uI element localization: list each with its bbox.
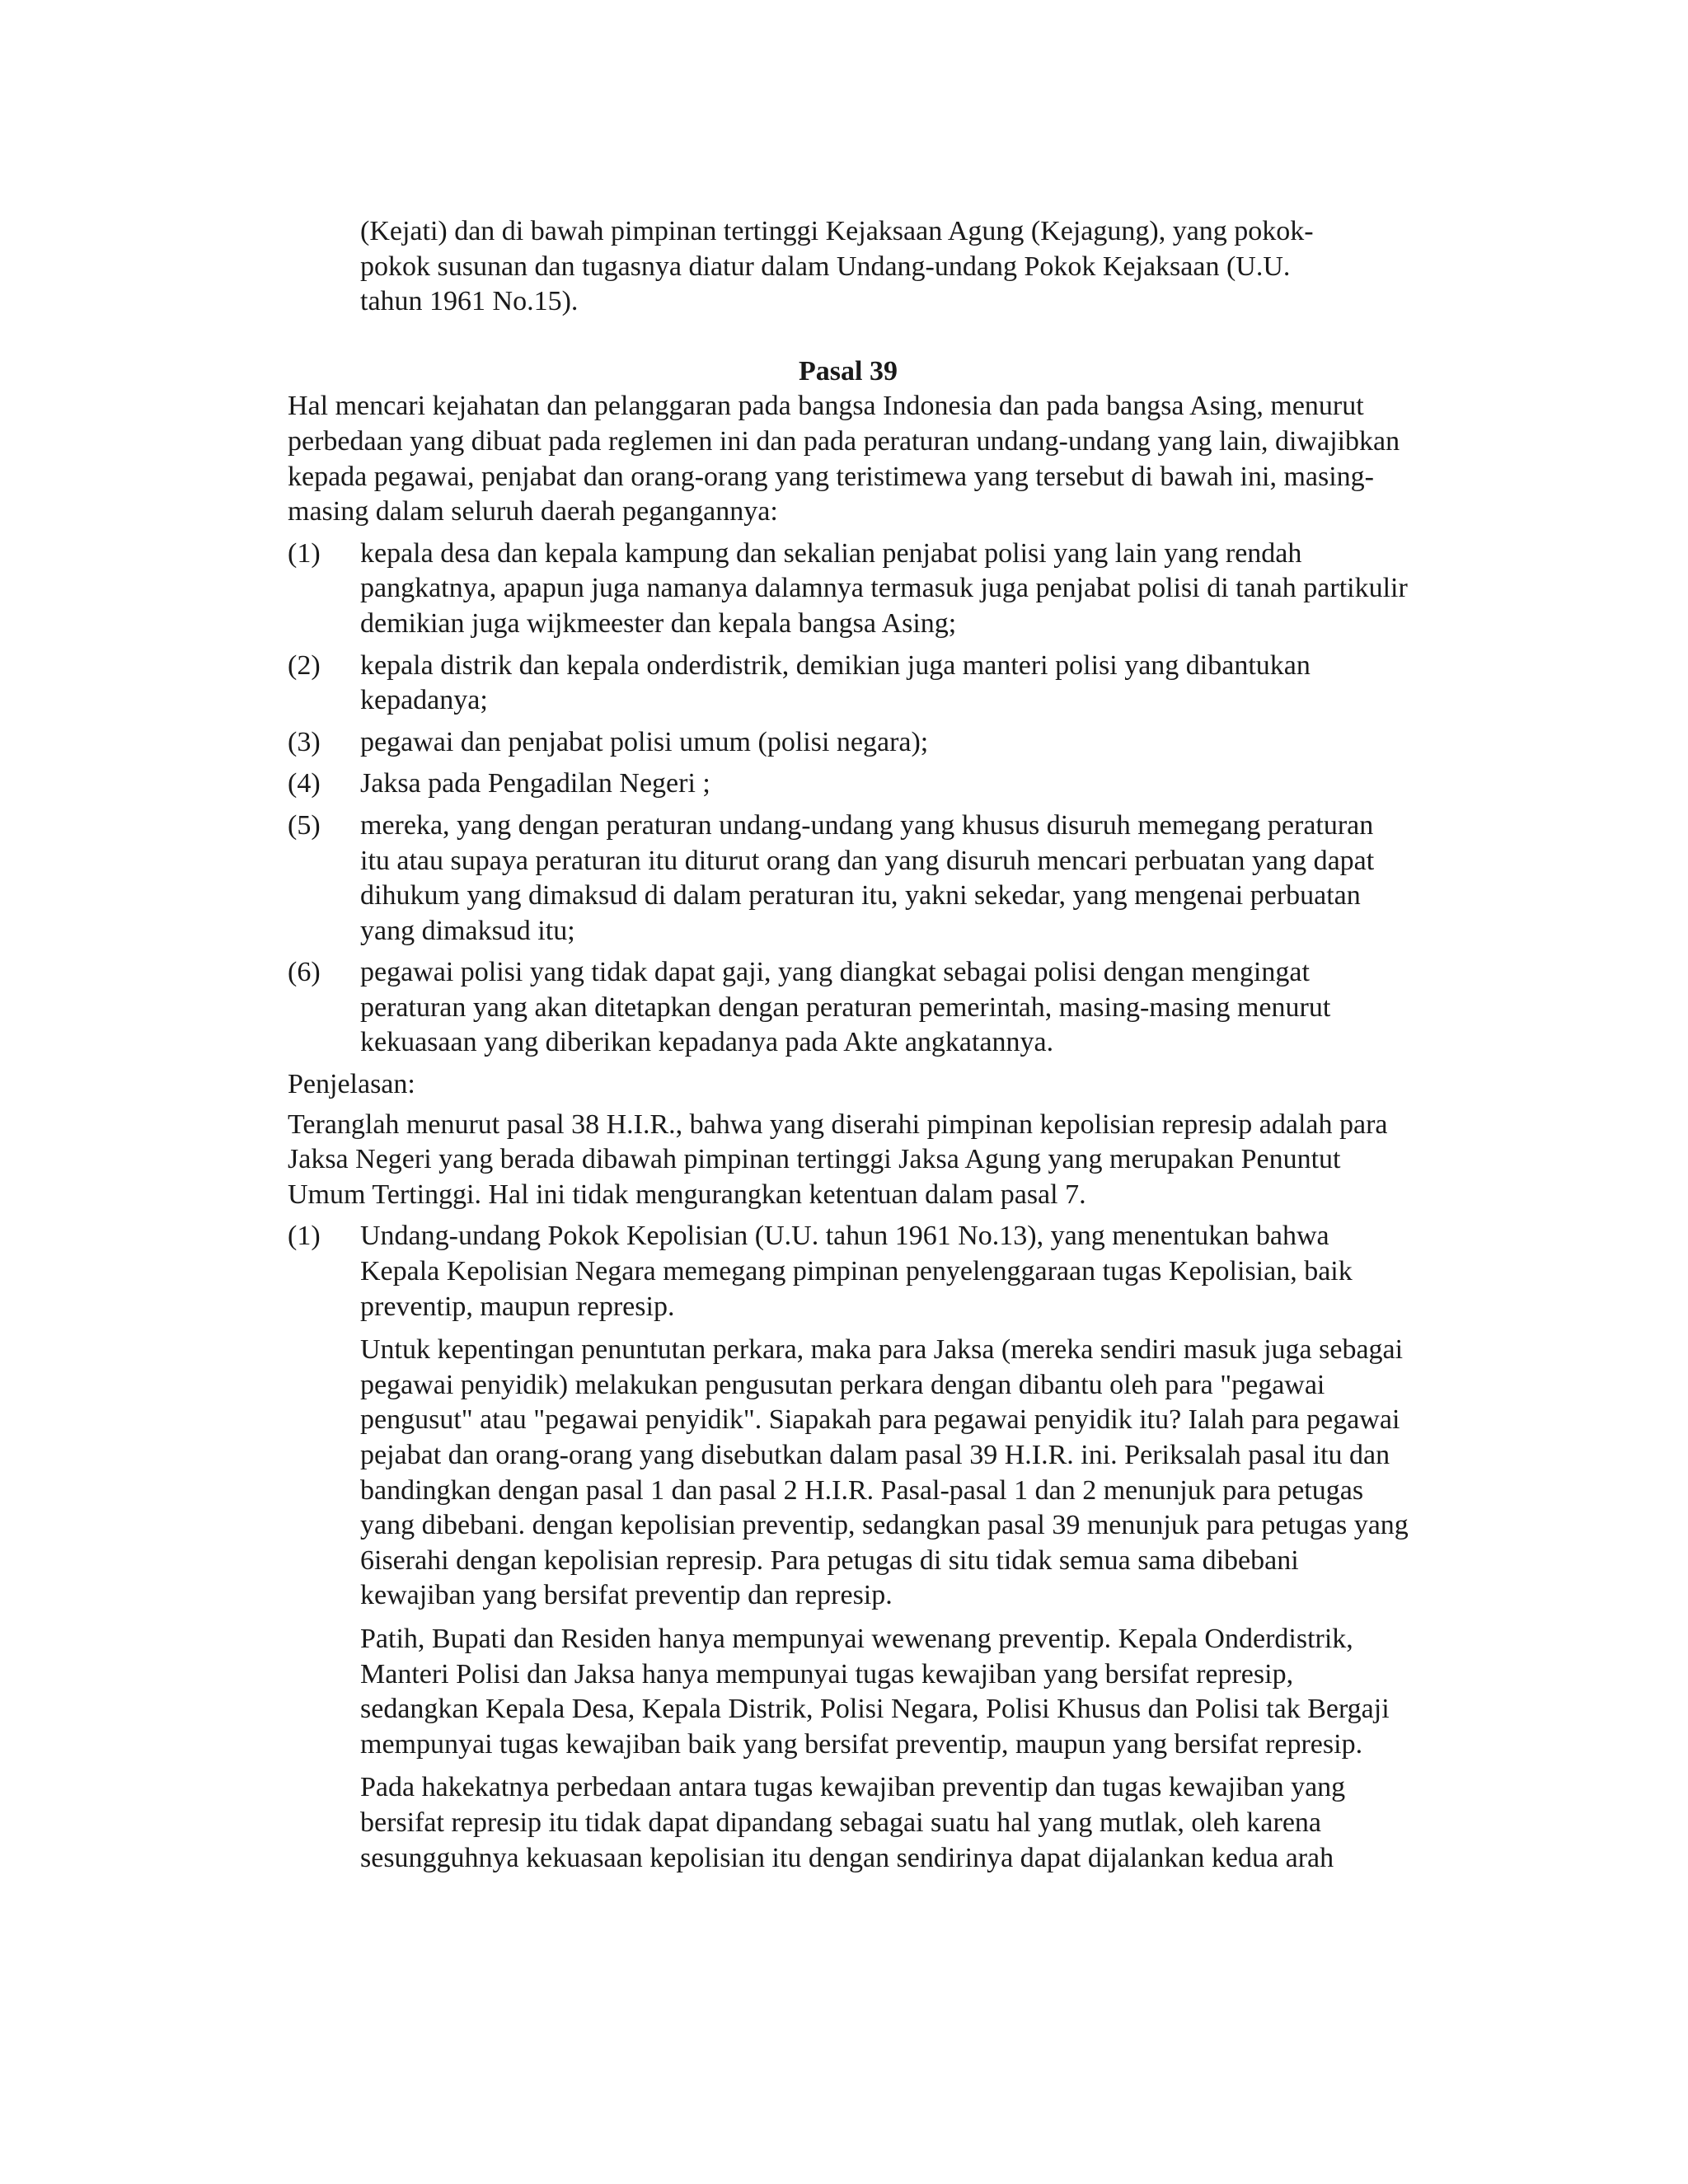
list-number: (4) [288,768,321,799]
list-item [288,1219,1409,1324]
list-text: kepala distrik dan kepala onderdistrik, demikian juga manteri polisi yang dibantukan kepadanya; [360,649,1311,716]
list-text: pegawai dan penjabat polisi umum (polisi negara); [360,726,929,757]
explanation-paragraph: Teranglah menurut pasal 38 H.I.R., bahwa yang diserahi pimpinan kepolisian represip adalah para Jaksa Negeri yang berada dibawah pimpinan tertinggi Jaksa Agung yang merupakan Penuntut Umum Tertinggi. Hal ini tidak mengurangkan ketentuan dalam pasal 7. [288,1108,1388,1210]
list-number: (2) [288,649,321,681]
section-heading: Pasal 39 [799,355,898,387]
intro-line: tahun 1961 No.15). [360,286,579,317]
list-item [288,725,1409,761]
article-list [288,537,1409,1061]
list-number: (5) [288,809,321,841]
list-number: (6) [288,957,321,988]
list-item [288,537,1409,642]
list-text: Jaksa pada Pengadilan Negeri ; [360,768,710,799]
list-text: mereka, yang dengan peraturan undang-undang yang khusus disuruh memegang peraturan itu atau supaya peraturan itu diturut orang dan yang disuruh mencari perbuatan yang dapat dihukum yang dimaksud di dalam peraturan itu, yakni sekedar, yang mengenai perbuatan yang dimaksud itu; [360,809,1375,946]
intro-line: pokok susunan dan tugasnya diatur dalam Undang-undang Pokok Kejaksaan (U.U. [360,251,1291,282]
intro-line: (Kejati) dan di bawah pimpinan tertinggi Kejaksaan Agung (Kejagung), yang pokok- [360,216,1314,246]
list-item [288,808,1409,949]
list-text: pegawai polisi yang tidak dapat gaji, yang diangkat sebagai polisi dengan mengingat peraturan yang akan ditetapkan dengan peraturan pemerintah, masing-masing menurut kekuasaan yang diberikan kepadanya pada Akte angkatannya. [360,957,1331,1058]
intro-paragraph [360,214,1409,320]
sub-paragraph: Untuk kepentingan penuntutan perkara, maka para Jaksa (mereka sendiri masuk juga sebagai pegawai penyidik) melakukan pengusutan perkara dengan dibantu oleh para "pegawai pengusut" atau "pegawai penyidik". Siapakah para pegawai penyidik itu? Ialah para pegawai pejabat dan orang-orang yang disebutkan dalam pasal 39 H.I.R. ini. Periksalah pasal itu dan bandingkan dengan pasal 1 dan pasal 2 H.I.R. Pasal-pasal 1 dan 2 menunjuk para petugas yang dibebani. dengan kepolisian preventip, sedangkan pasal 39 menunjuk para petugas yang 6iserahi dengan kepolisian represip. Para petugas di situ tidak semua sama dibebani kewajiban yang bersifat preventip dan represip. [360,1334,1409,1611]
lead-paragraph: Hal mencari kejahatan dan pelanggaran pada bangsa Indonesia dan pada bangsa Asing, menurut perbedaan yang dibuat pada reglemen ini dan pada peraturan undang-undang yang lain, diwajibkan kepada pegawai, penjabat dan orang-orang yang teristimewa yang tersebut di bawah ini, masing-masing dalam seluruh daerah pegangannya: [288,391,1400,527]
explanation-list [288,1219,1409,1324]
list-item [288,766,1409,802]
list-text: Undang-undang Pokok Kepolisian (U.U. tahun 1961 No.13), yang menentukan bahwa Kepala Kepolisian Negara memegang pimpinan penyelenggaraan tugas Kepolisian, baik preventip, maupun represip. [360,1221,1353,1322]
list-number: (1) [288,1221,321,1252]
list-item [288,649,1409,719]
list-number: (1) [288,537,321,569]
sub-paragraph: Pada hakekatnya perbedaan antara tugas kewajiban preventip dan tugas kewajiban yang bersifat represip itu tidak dapat dipandang sebagai suatu hal yang mutlak, oleh karena sesungguhnya kekuasaan kepolisian itu dengan sendirinya dapat dijalankan kedua arah [360,1772,1346,1873]
explanation-label: Penjelasan: [288,1069,415,1100]
document-page [288,214,1409,1876]
list-number: (3) [288,726,321,757]
list-text: kepala desa dan kepala kampung dan sekalian penjabat polisi yang lain yang rendah pangkatnya, apapun juga namanya dalamnya termasuk juga penjabat polisi di tanah partikulir demikian juga wijkmeester dan kepala bangsa Asing; [360,537,1408,639]
list-item [288,955,1409,1061]
sub-paragraph: Patih, Bupati dan Residen hanya mempunyai wewenang preventip. Kepala Onderdistrik, Manteri Polisi dan Jaksa hanya mempunyai tugas kewajiban yang bersifat represip, sedangkan Kepala Desa, Kepala Distrik, Polisi Negara, Polisi Khusus dan Polisi tak Bergaji mempunyai tugas kewajiban baik yang bersifat preventip, maupun yang bersifat represip. [360,1623,1390,1760]
